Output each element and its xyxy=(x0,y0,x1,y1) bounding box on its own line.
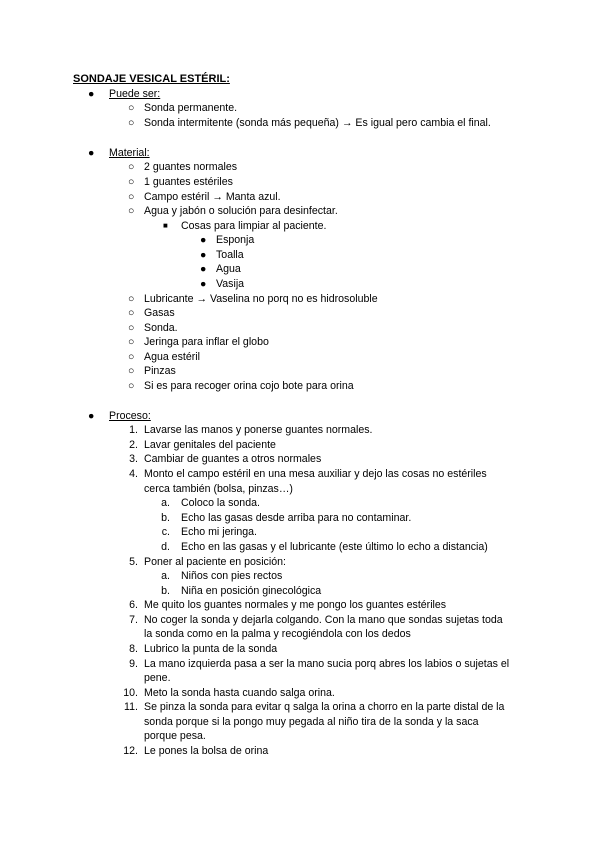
bullet-circle: ○ xyxy=(128,365,135,377)
step-number: 1. xyxy=(129,424,138,436)
bullet-disc: ● xyxy=(88,88,95,100)
list-item: Jeringa para inflar el globo xyxy=(144,336,269,348)
bullet-square: ■ xyxy=(163,221,168,230)
list-item-continuation: cerca también (bolsa, pinzas…) xyxy=(144,483,293,495)
list-item: Lubricante → Vaselina no porq no es hidrosoluble xyxy=(144,293,378,305)
list-item: Coloco la sonda. xyxy=(181,497,260,509)
bullet-circle: ○ xyxy=(128,322,135,334)
list-item: Poner al paciente en posición: xyxy=(144,556,286,568)
step-number: 5. xyxy=(129,556,138,568)
list-item: Si es para recoger orina cojo bote para orina xyxy=(144,380,354,392)
list-item: Lavarse las manos y ponerse guantes normales. xyxy=(144,424,373,436)
list-item: Agua estéril xyxy=(144,351,200,363)
list-item: Se pinza la sonda para evitar q salga la orina a chorro en la parte distal de la xyxy=(144,701,505,713)
section-heading-material: Material: xyxy=(109,147,150,159)
list-item-continuation: sonda porque si la pongo muy pegada al niño tira de la sonda y la saca xyxy=(144,716,479,728)
bullet-disc: ● xyxy=(200,263,207,275)
list-item: Le pones la bolsa de orina xyxy=(144,745,269,757)
list-item: Sonda. xyxy=(144,322,178,334)
step-number: 8. xyxy=(129,643,138,655)
step-number: 7. xyxy=(129,614,138,626)
step-letter: a. xyxy=(161,497,170,509)
step-number: 2. xyxy=(129,439,138,451)
step-number: 4. xyxy=(129,468,138,480)
list-item: Echo las gasas desde arriba para no contaminar. xyxy=(181,512,412,524)
list-item: Echo mi jeringa. xyxy=(181,526,257,538)
bullet-circle: ○ xyxy=(128,336,135,348)
list-item: Echo en las gasas y el lubricante (este último lo echo a distancia) xyxy=(181,541,488,553)
step-number: 12. xyxy=(123,745,138,757)
list-item: 2 guantes normales xyxy=(144,161,238,173)
list-item: Sonda intermitente (sonda más pequeña) → Es igual pero cambia el final. xyxy=(144,117,491,129)
bullet-circle: ○ xyxy=(128,102,135,114)
list-item: Vasija xyxy=(216,278,245,290)
document-title: SONDAJE VESICAL ESTÉRIL: xyxy=(73,73,230,85)
bullet-circle: ○ xyxy=(128,307,135,319)
bullet-circle: ○ xyxy=(128,176,135,188)
step-number: 11. xyxy=(124,701,138,713)
list-item-continuation: porque pesa. xyxy=(144,730,206,742)
bullet-disc: ● xyxy=(200,234,207,246)
step-letter: b. xyxy=(161,585,170,597)
list-item: Lubrico la punta de la sonda xyxy=(144,643,278,655)
bullet-circle: ○ xyxy=(128,293,135,305)
step-letter: d. xyxy=(161,541,170,553)
section-heading-proceso: Proceso: xyxy=(109,410,151,422)
bullet-circle: ○ xyxy=(128,351,135,363)
step-number: 6. xyxy=(129,599,138,611)
list-item: Pinzas xyxy=(144,365,176,377)
step-number: 3. xyxy=(129,453,138,465)
bullet-circle: ○ xyxy=(128,205,135,217)
list-item: 1 guantes estériles xyxy=(144,176,233,188)
list-item: Me quito los guantes normales y me pongo los guantes estériles xyxy=(144,599,447,611)
list-item: Niños con pies rectos xyxy=(181,570,283,582)
list-item: No coger la sonda y dejarla colgando. Con la mano que sondas sujetas toda xyxy=(144,614,503,626)
list-item: Niña en posición ginecológica xyxy=(181,585,322,597)
bullet-disc: ● xyxy=(200,278,207,290)
bullet-disc: ● xyxy=(88,410,95,422)
list-item: La mano izquierda pasa a ser la mano sucia porq abres los labios o sujetas el xyxy=(144,658,510,670)
list-item: Lavar genitales del paciente xyxy=(144,439,276,451)
list-item: Cosas para limpiar al paciente. xyxy=(181,220,327,232)
list-item: Cambiar de guantes a otros normales xyxy=(144,453,322,465)
bullet-circle: ○ xyxy=(128,161,135,173)
step-number: 10. xyxy=(123,687,138,699)
bullet-circle: ○ xyxy=(128,117,135,129)
section-heading-puede-ser: Puede ser: xyxy=(109,88,161,100)
step-number: 9. xyxy=(129,658,138,670)
list-item: Agua xyxy=(216,263,241,275)
list-item: Agua y jabón o solución para desinfectar. xyxy=(144,205,338,217)
list-item: Gasas xyxy=(144,307,175,319)
list-item: Esponja xyxy=(216,234,255,246)
list-item: Monto el campo estéril en una mesa auxiliar y dejo las cosas no estériles xyxy=(144,468,487,480)
bullet-disc: ● xyxy=(200,249,207,261)
bullet-circle: ○ xyxy=(128,380,135,392)
step-letter: a. xyxy=(161,570,170,582)
list-item: Campo estéril → Manta azul. xyxy=(144,191,281,203)
bullet-disc: ● xyxy=(88,147,95,159)
list-item-continuation: pene. xyxy=(144,672,171,684)
step-letter: c. xyxy=(161,526,170,538)
list-item-continuation: la sonda como en la palma y recogiéndola con los dedos xyxy=(144,628,411,640)
step-letter: b. xyxy=(161,512,170,524)
list-item: Sonda permanente. xyxy=(144,102,238,114)
list-item: Toalla xyxy=(216,249,244,261)
bullet-circle: ○ xyxy=(128,191,135,203)
list-item: Meto la sonda hasta cuando salga orina. xyxy=(144,687,335,699)
